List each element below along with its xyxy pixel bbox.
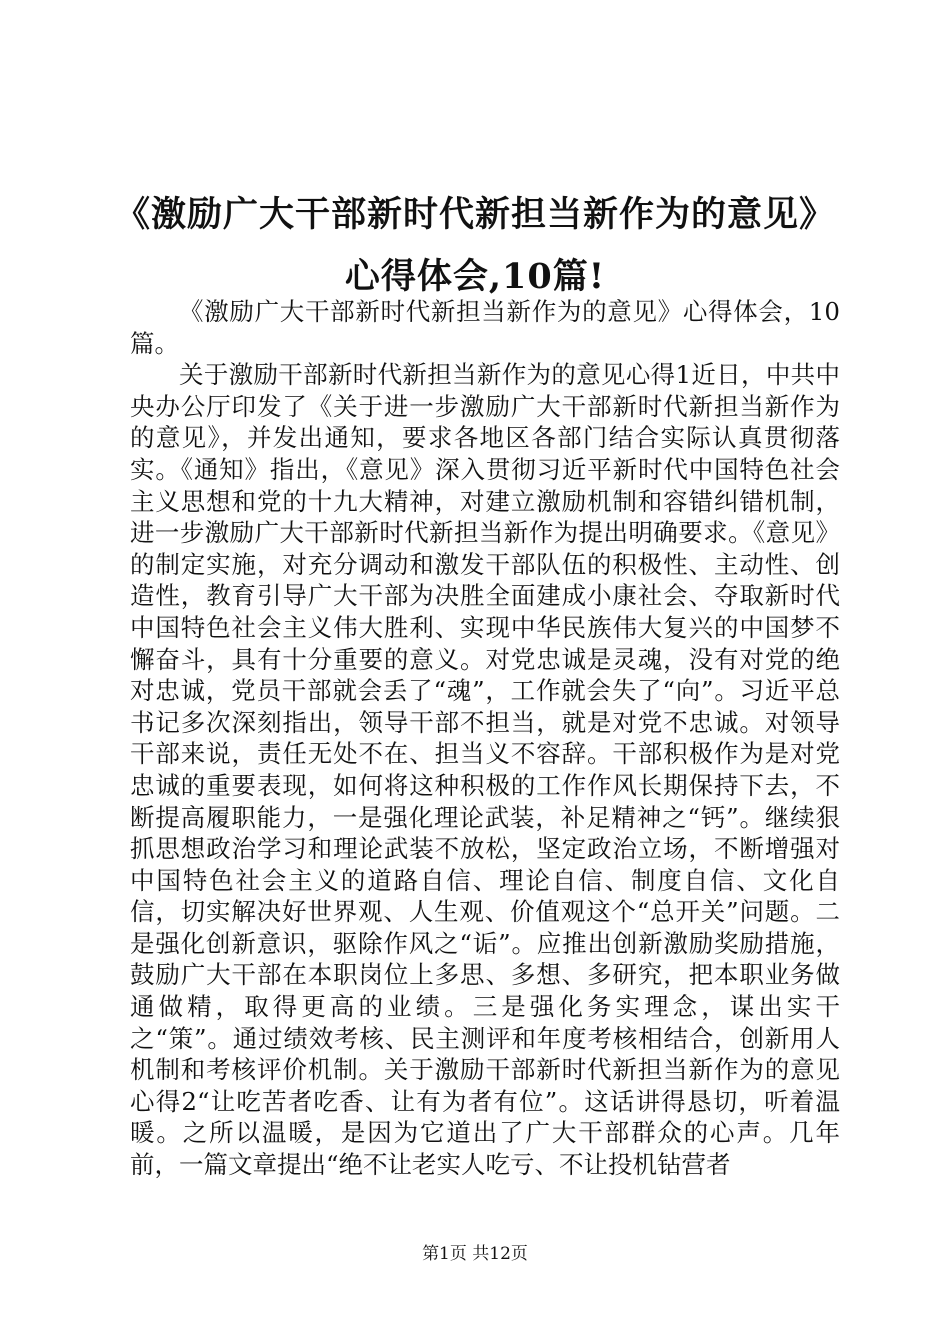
paragraph-main: 关于激励干部新时代新担当新作为的意见心得1近日，中共中央办公厅印发了《关于进一步激励广大干部新时代新担当新作为的意见》，并发出通知，要求各地区各部门结合实际认真贯彻落实。《通知》指出，《意见》深入贯彻习近平新时代中国特色社会主义思想和党的十九大精神，对建立激励机制和容错纠错机制，进一步激励广大干部新时代新担当新作为提出明确要求。《意见》的制定实施，对充分调动和激发干部队伍的积极性、主动性、创造性，教育引导广大干部为决胜全面建成小康社会、夺取新时代中国特色社会主义伟大胜利、实现中华民族伟大复兴的中国梦不懈奋斗，具有十分重要的意义。对党忠诚是灵魂，没有对党的绝对忠诚，党员干部就会丢了“魂”，工作就会失了“向”。习近平总书记多次深刻指出，领导干部不担当，就是对党不忠诚。对领导干部来说，责任无处不在、担当义不容辞。干部积极作为是对党忠诚的重要表现，如何将这种积极的工作作风长期保持下去，不断提高履职能力，一是强化理论武装，补足精神之“钙”。继续狠抓思想政治学习和理论武装不放松，坚定政治立场，不断增强对中国特色社会主义的道路自信、理论自信、制度自信、文化自信，切实解决好世界观、人生观、价值观这个“总开关”问题。二是强化创新意识，驱除作风之“诟”。应推出创新激励奖励措施，鼓励广大干部在本职岗位上多思、多想、多研究，把本职业务做通做精，取得更高的业绩。三是强化务实理念，谋出实干之“策”。通过绩效考核、民主测评和年度考核相结合，创新用人机制和考核评价机制。关于激励干部新时代新担当新作为的意见心得2“让吃苦者吃香、让有为者有位”。这话讲得恳切，听着温暖。之所以温暖，是因为它道出了广大干部群众的心声。几年前，一篇文章提出“绝不让老实人吃亏、不让投机钻营者 bbox=[130, 360, 840, 1180]
document-title: 《激励广大干部新时代新担当新作为的意见》心得体会,10篇! bbox=[114, 194, 835, 297]
document-body bbox=[130, 296, 840, 1181]
paragraph-intro: 《激励广大干部新时代新担当新作为的意见》心得体会，10篇。 bbox=[130, 297, 840, 358]
page-footer: 第1页 共12页 bbox=[422, 1244, 528, 1264]
